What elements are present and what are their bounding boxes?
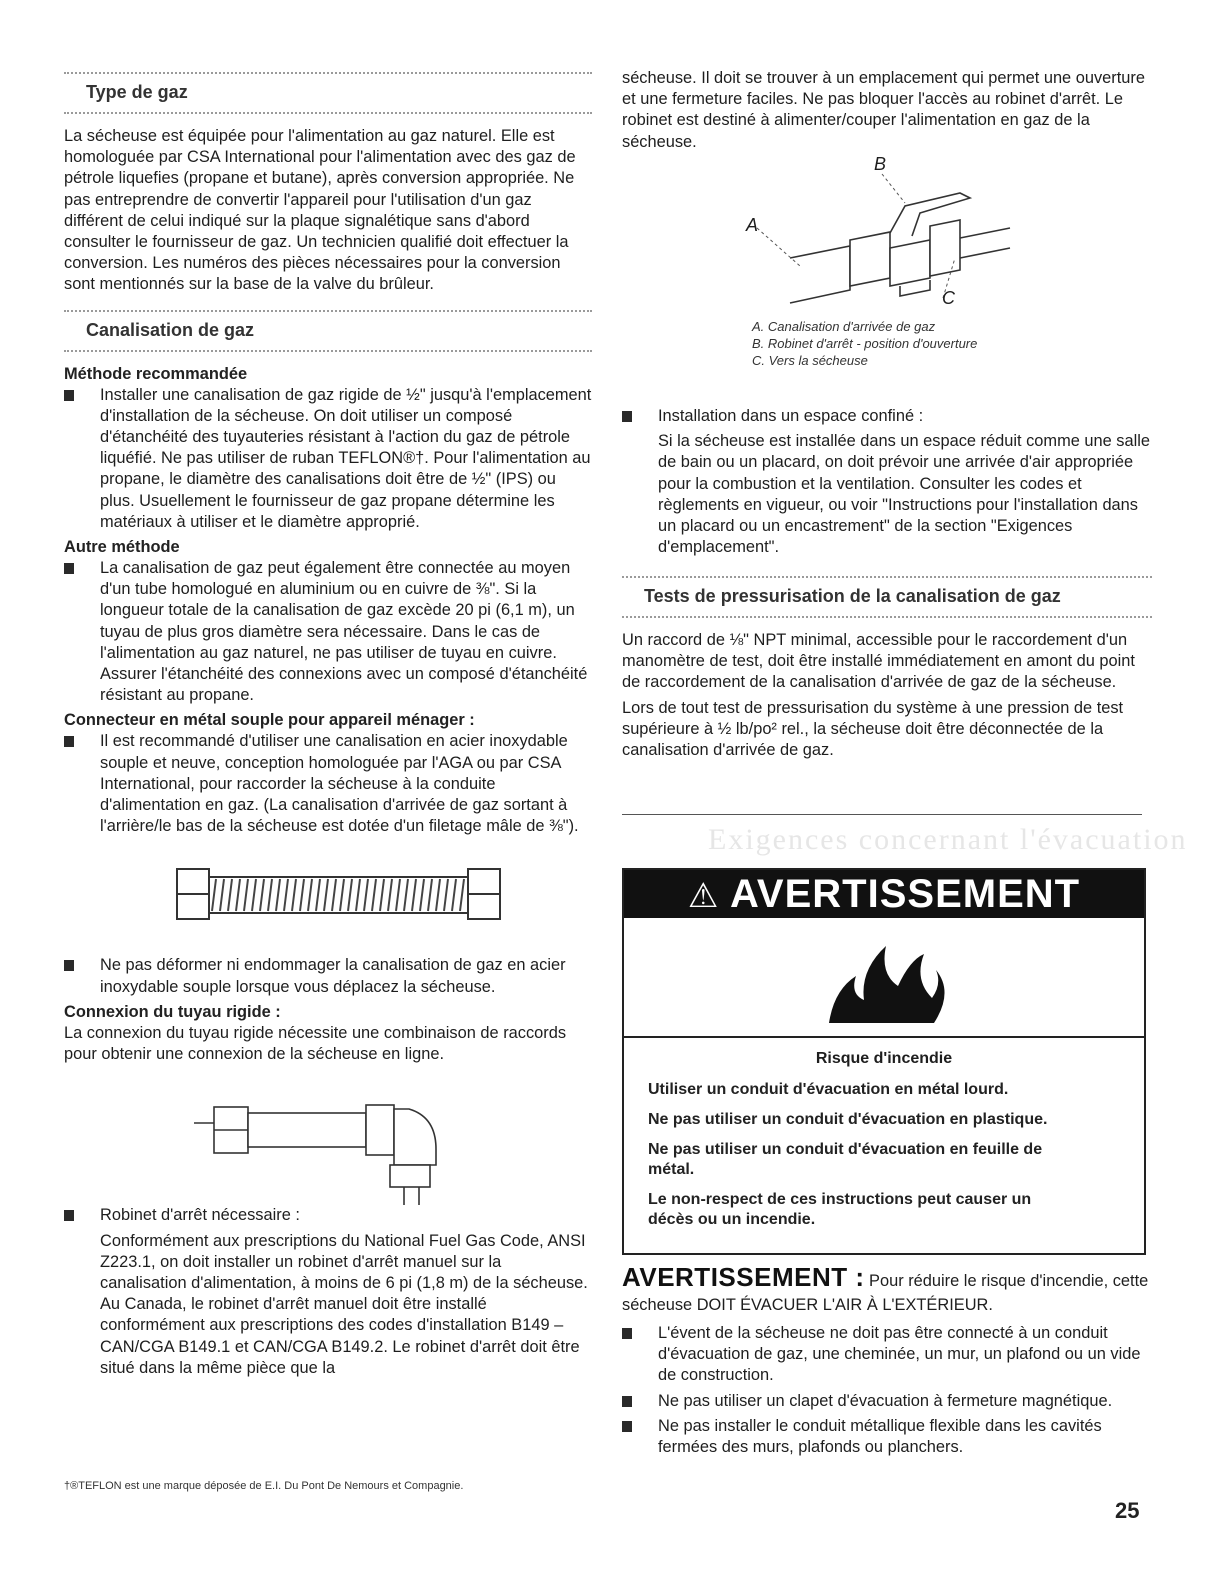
subheading-methode-recommandee: Méthode recommandée [64, 364, 248, 383]
valve-captions [752, 318, 977, 369]
warning-statement: Pour réduire le risque d'incendie, cette sécheuse DOIT ÉVACUER L'AIR À L'EXTÉRIEUR. [622, 1272, 1149, 1314]
divider [622, 814, 1142, 815]
shutoff-valve-body: Conformément aux prescriptions du National Fuel Gas Code, ANSI Z223.1, on doit installer un robinet d'arrêt manuel sur la canalisation d'alimentation, à moins de 6 pi (1,8 m) de la sécheuse. Au Canada, le robinet d'arrêt manuel doit être installé conformément aux prescriptions des codes d'installation B149 – CAN/CGA B149.1 et CAN/CGA B149.2. Le robinet d'arrêt doit être situé dans la même pièce que la [100, 1231, 588, 1377]
exhaust-bullet-3: Ne pas installer le conduit métallique flexible dans les cavités fermées des murs, plafonds ou planchers. [622, 1416, 1152, 1458]
warning-title: Risque d'incendie [815, 1050, 953, 1067]
warning-lines [648, 1080, 1118, 1230]
type-gaz-body: La sécheuse est équipée pour l'alimentation au gaz naturel. Elle est homologuée par CSA International pour l'alimentation avec des gaz de pétrole liquefies (propane et butane), après conversion appropriée. Ne pas entreprendre de convertir l'appareil pour l'utilisation d'un gaz différent de celui indiqué sur la plaque signalétique sans d'abord consulter le fournisseur de gaz. Un technicien qualifié doit effectuer la conversion. Les numéros des pièces nécessaires pour la conversion sont mentionnés sur la base de la valve du brûleur. [64, 127, 576, 294]
section-heading-canalisation: Canalisation de gaz [64, 310, 592, 352]
bullet-shutoff-valve: Robinet d'arrêt nécessaire : [64, 1205, 592, 1226]
bullet-tube: La canalisation de gaz peut également être connectée au moyen d'un tube homologué en aluminium ou en cuivre de ⅜". Si la longueur totale de la canalisation de gaz excède 20 pi (6,1 m), un tuyau de plus gros diamètre sera nécessaire. Dans le cas de l'alimentation au gaz naturel, ne pas utiliser de tuyau en cuivre. Assurer l'étanchéité des connexions avec un composé d'étanchéité résistant au propane. [64, 558, 592, 706]
subheading-connexion: Connexion du tuyau rigide : [64, 1002, 281, 1021]
flame-icon [624, 918, 1144, 1036]
caption-c: C. Vers la sécheuse [752, 353, 868, 368]
figure-label-b: B [874, 154, 887, 174]
subheading-connecteur: Connecteur en métal souple pour appareil ménager : [64, 711, 475, 730]
section-heading-type-gaz: Type de gaz [64, 72, 592, 114]
caption-a: A. Canalisation d'arrivée de gaz [752, 319, 936, 334]
warning-line-4: Le non-respect de ces instructions peut causer un décès ou un incendie. [648, 1191, 1032, 1228]
shutoff-valve-illustration [730, 158, 1030, 308]
bullet-no-deform: Ne pas déformer ni endommager la canalisation de gaz en acier inoxydable souple lorsque vous déplacez la sécheuse. [64, 955, 592, 997]
valve-continued-text: sécheuse. Il doit se trouver à un emplacement qui permet une ouverture et une fermeture faciles. Ne pas bloquer l'accès au robinet d'arrêt. Le robinet est destiné à alimenter/couper l'alimentation en gaz de la sécheuse. [622, 69, 1145, 151]
footnote: †®TEFLON est une marque déposée de E.I. Du Pont De Nemours et Compagnie. [64, 1480, 464, 1492]
bullet-flex-connector: Il est recommandé d'utiliser une canalisation en acier inoxydable souple et neuve, conception homologuée par l'AGA ou par CSA International, pour raccorder la sécheuse à la conduite d'alimentation en gaz. (La canalisation d'arrivée de gaz sortant à l'arrière/le bas de la sécheuse est dotée d'un filetage mâle de ⅜"). [64, 731, 592, 837]
warning-word: AVERTISSEMENT : [622, 1262, 865, 1292]
bullet-rigid-line: Installer une canalisation de gaz rigide de ½" jusqu'à l'emplacement d'installation de la sécheuse. On doit utiliser un composé d'étanchéité des tuyauteries résistant à l'action du gaz de pétrole liquéfié. Ne pas utiliser de ruban TEFLON®†. Pour l'alimentation au propane, le diamètre des canalisations doit être de ½" (IPS) ou plus. Usuellement le fournisseur de gaz propane détermine les matériaux à utiliser et le diamètre approprié. [64, 385, 592, 533]
figure-label-a: A [746, 215, 759, 235]
pressure-test-block [622, 576, 1152, 761]
caption-b: B. Robinet d'arrêt - position d'ouverture [752, 336, 978, 351]
confined-space-block [622, 406, 1152, 558]
evacuation-heading: Exigences concernant l'évacuation [708, 823, 1188, 856]
flex-connector-figure [64, 837, 592, 955]
warning-line-2: Ne pas utiliser un conduit d'évacuation en plastique. [648, 1111, 1048, 1128]
warning-line-1: Utiliser un conduit d'évacuation en métal lourd. [648, 1081, 1009, 1098]
warning-triangle-icon: ⚠ [687, 877, 720, 915]
rigid-pipe-figure [64, 1065, 592, 1205]
warning-box [622, 868, 1146, 1255]
section-heading-tests: Tests de pressurisation de la canalisation de gaz [622, 576, 1152, 618]
right-column [622, 0, 1154, 153]
tests-paragraph-2: Lors de tout test de pressurisation du système à une pression de test supérieure à ½ lb/po² rel., la sécheuse doit être déconnectée de la canalisation d'arrivée de gaz. [622, 698, 1124, 760]
exhaust-bullet-1: L'évent de la sécheuse ne doit pas être connecté à un conduit d'évacuation de gaz, une cheminée, un mur, un plafond ou un vide de construction. [622, 1323, 1152, 1387]
rigid-pipe-illustration [64, 1065, 592, 1205]
flex-connector-illustration [64, 837, 592, 955]
tests-paragraph-1: Un raccord de ⅛" NPT minimal, accessible pour le raccordement d'un manomètre de test, doit être installé immédiatement en amont du point de raccordement de la canalisation d'arrivée de gaz de la sécheuse. [622, 631, 1135, 692]
connexion-body: La connexion du tuyau rigide nécessite une combinaison de raccords pour obtenir une connexion de la sécheuse en ligne. [64, 1023, 567, 1064]
exhaust-bullet-2: Ne pas utiliser un clapet d'évacuation à fermeture magnétique. [622, 1391, 1152, 1412]
fire-symbol-panel [624, 918, 1144, 1038]
warning-line-3: Ne pas utiliser un conduit d'évacuation en feuille de métal. [648, 1141, 1043, 1178]
confined-space-body: Si la sécheuse est installée dans un espace réduit comme une salle de bain ou un placard, on doit prévoir une arrivée d'air appropriée pour la combustion et la ventilation. Consulter les codes et règlements en vigueur, ou voir "Instructions pour l'installation dans un placard ou un encastrement" de la section "Exigences d'emplacement". [658, 432, 1151, 557]
page-number: 25 [1115, 1498, 1140, 1523]
figure-label-c: C [942, 288, 955, 308]
exhaust-warning [622, 1262, 1152, 1458]
bullet-confined-space: Installation dans un espace confiné : [622, 406, 1152, 427]
warning-banner: ⚠ AVERTISSEMENT [624, 870, 1144, 918]
shutoff-valve-figure [730, 154, 1030, 308]
subheading-autre-methode: Autre méthode [64, 538, 180, 557]
left-column [64, 0, 592, 1379]
